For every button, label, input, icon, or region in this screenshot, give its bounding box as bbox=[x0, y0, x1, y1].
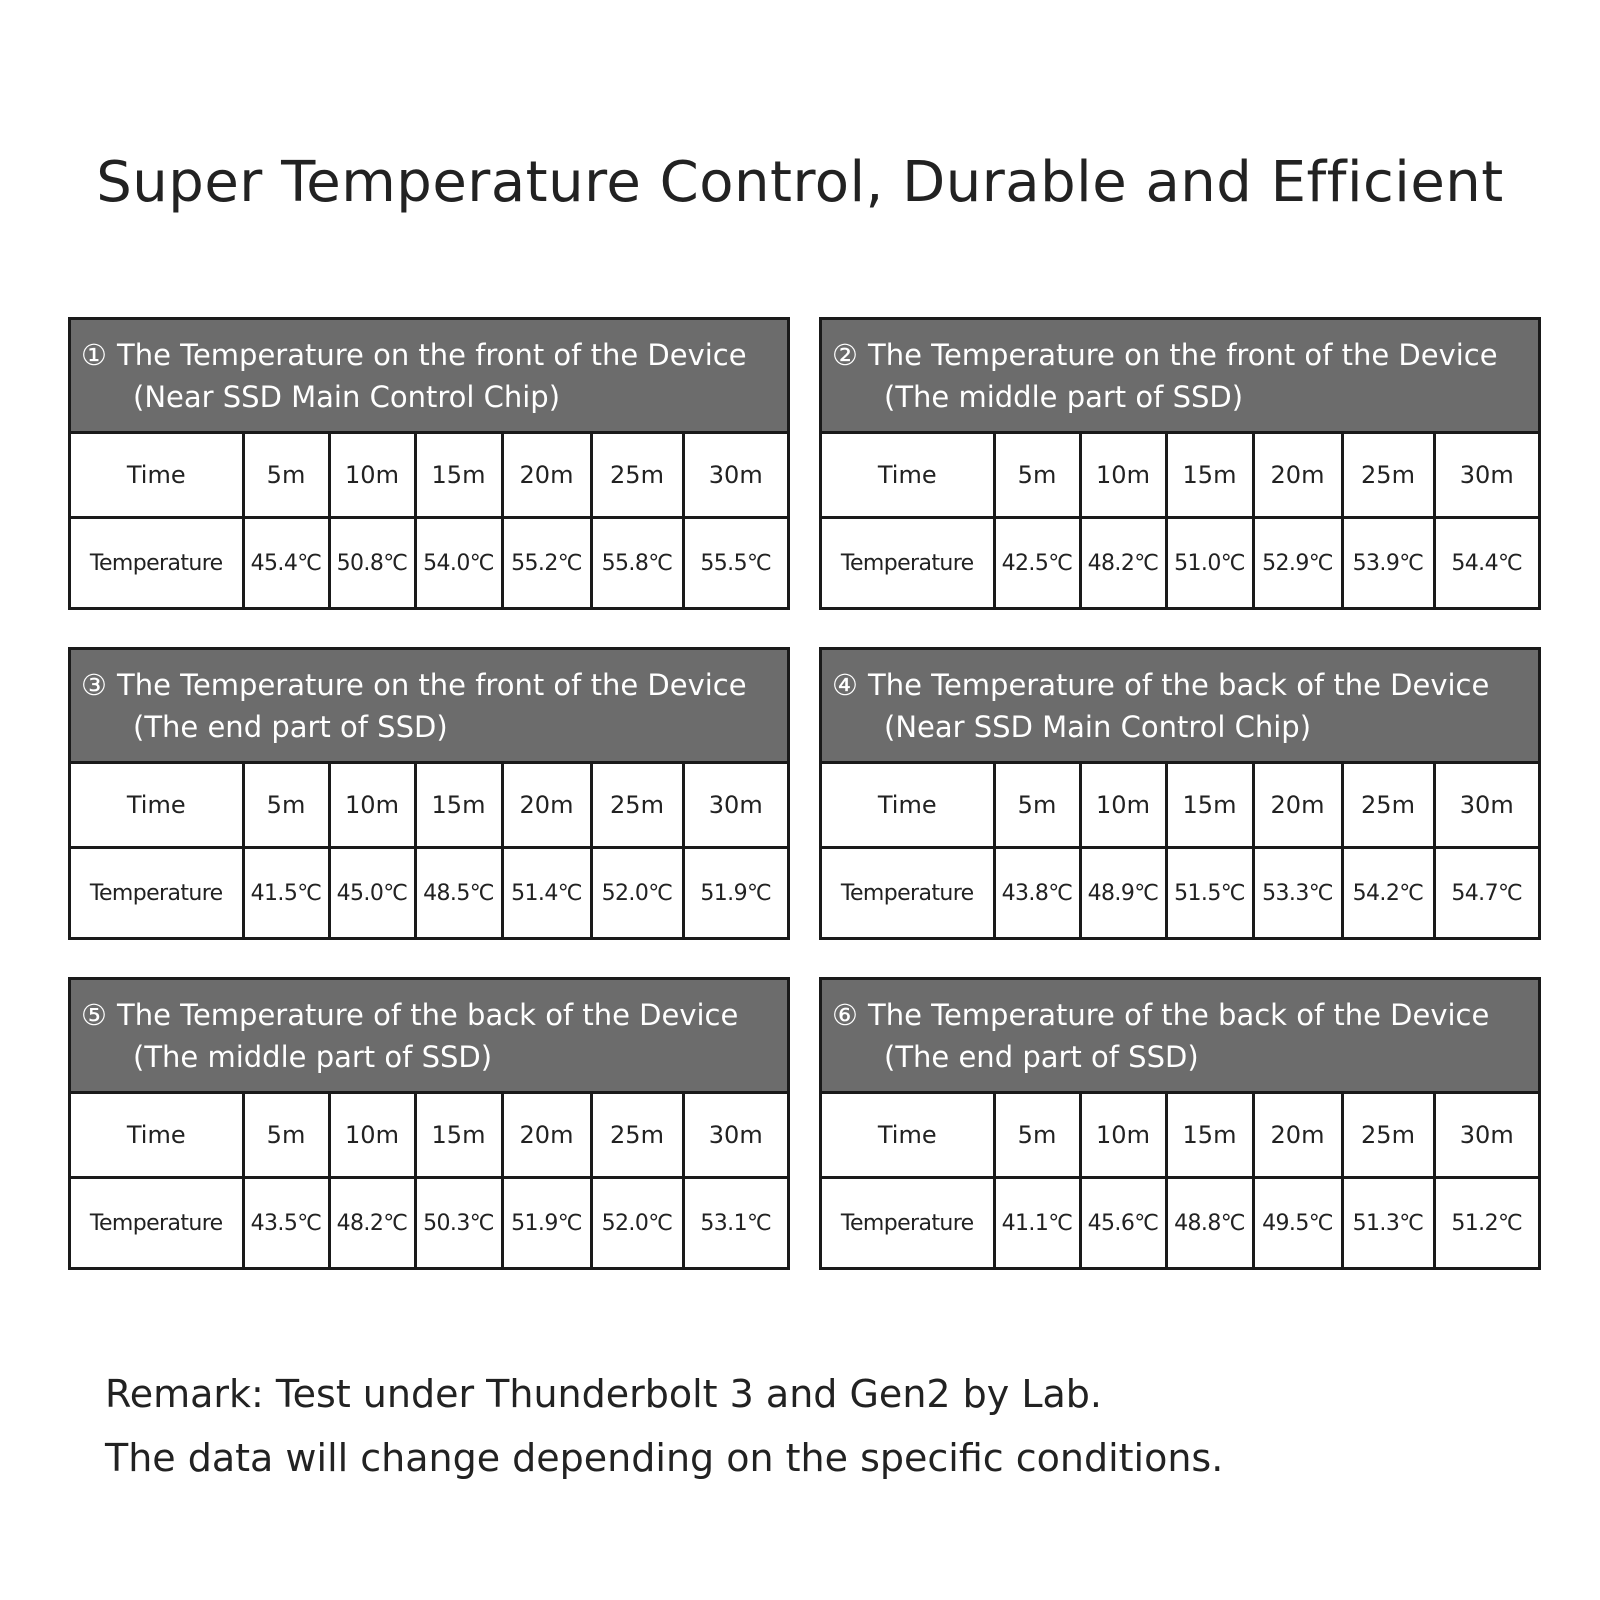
temperature-value-cell: 48.2℃ bbox=[1080, 518, 1166, 608]
time-header-cell: 25m bbox=[1342, 1093, 1434, 1178]
time-header-cell: 15m bbox=[1166, 763, 1253, 848]
panel-subtitle: (The end part of SSD) bbox=[133, 710, 448, 744]
panel-number: ⑥ bbox=[832, 998, 858, 1032]
temperature-row bbox=[71, 848, 787, 938]
temperature-value-cell: 45.0℃ bbox=[329, 848, 415, 938]
time-header-cell: 10m bbox=[329, 1093, 415, 1178]
temperature-label: Temperature bbox=[822, 1178, 994, 1268]
panel-header bbox=[822, 320, 1538, 431]
temperature-value-cell: 51.2℃ bbox=[1434, 1178, 1538, 1268]
temperature-row bbox=[822, 1178, 1538, 1268]
temperature-value-cell: 48.2℃ bbox=[329, 1178, 415, 1268]
temperature-table bbox=[822, 431, 1538, 607]
temperature-value-cell: 50.8℃ bbox=[329, 518, 415, 608]
panel-title: The Temperature of the back of the Device bbox=[117, 998, 739, 1032]
time-row bbox=[71, 763, 787, 848]
time-label: Time bbox=[822, 1093, 994, 1178]
temperature-value-cell: 54.0℃ bbox=[415, 518, 502, 608]
temperature-value-cell: 48.5℃ bbox=[415, 848, 502, 938]
panel-number: ④ bbox=[832, 668, 858, 702]
panel-subtitle: (The end part of SSD) bbox=[884, 1040, 1199, 1074]
temperature-value-cell: 41.5℃ bbox=[243, 848, 329, 938]
time-label: Time bbox=[71, 1093, 243, 1178]
temperature-table bbox=[71, 431, 787, 607]
panel-subtitle: (The middle part of SSD) bbox=[884, 380, 1244, 414]
temperature-value-cell: 55.2℃ bbox=[502, 518, 591, 608]
time-header-cell: 20m bbox=[502, 1093, 591, 1178]
temperature-value-cell: 54.4℃ bbox=[1434, 518, 1538, 608]
time-header-cell: 25m bbox=[591, 1093, 683, 1178]
temperature-value-cell: 51.3℃ bbox=[1342, 1178, 1434, 1268]
temperature-value-cell: 52.9℃ bbox=[1253, 518, 1342, 608]
time-header-cell: 10m bbox=[1080, 1093, 1166, 1178]
temperature-value-cell: 41.1℃ bbox=[994, 1178, 1080, 1268]
time-header-cell: 20m bbox=[502, 763, 591, 848]
time-label: Time bbox=[71, 763, 243, 848]
time-row bbox=[822, 1093, 1538, 1178]
temperature-value-cell: 54.2℃ bbox=[1342, 848, 1434, 938]
time-label: Time bbox=[71, 433, 243, 518]
time-header-cell: 15m bbox=[415, 1093, 502, 1178]
time-header-cell: 10m bbox=[329, 433, 415, 518]
temperature-value-cell: 42.5℃ bbox=[994, 518, 1080, 608]
time-header-cell: 15m bbox=[1166, 1093, 1253, 1178]
time-row bbox=[71, 433, 787, 518]
temperature-panel-5 bbox=[68, 977, 790, 1270]
panel-title: The Temperature on the front of the Device bbox=[868, 338, 1498, 372]
temperature-value-cell: 52.0℃ bbox=[591, 848, 683, 938]
panel-subtitle: (The middle part of SSD) bbox=[133, 1040, 493, 1074]
panel-title: The Temperature of the back of the Device bbox=[868, 668, 1490, 702]
temperature-value-cell: 45.6℃ bbox=[1080, 1178, 1166, 1268]
time-header-cell: 30m bbox=[1434, 763, 1538, 848]
temperature-row bbox=[822, 848, 1538, 938]
panel-number: ③ bbox=[81, 668, 107, 702]
time-header-cell: 20m bbox=[1253, 433, 1342, 518]
time-header-cell: 10m bbox=[1080, 433, 1166, 518]
remark-line-2: The data will change depending on the specific conditions. bbox=[105, 1436, 1224, 1480]
temperature-panel-3 bbox=[68, 647, 790, 940]
time-header-cell: 30m bbox=[1434, 433, 1538, 518]
time-header-cell: 5m bbox=[243, 763, 329, 848]
temperature-value-cell: 53.3℃ bbox=[1253, 848, 1342, 938]
panel-title: The Temperature of the back of the Device bbox=[868, 998, 1490, 1032]
temperature-label: Temperature bbox=[822, 848, 994, 938]
time-header-cell: 15m bbox=[1166, 433, 1253, 518]
temperature-table bbox=[71, 1091, 787, 1267]
temperature-panel-4 bbox=[819, 647, 1541, 940]
panel-header bbox=[822, 650, 1538, 761]
temperature-value-cell: 48.9℃ bbox=[1080, 848, 1166, 938]
temperature-value-cell: 51.9℃ bbox=[502, 1178, 591, 1268]
time-header-cell: 25m bbox=[591, 433, 683, 518]
remark-line-1: Remark: Test under Thunderbolt 3 and Gen2 by Lab. bbox=[105, 1372, 1102, 1416]
temperature-value-cell: 55.5℃ bbox=[683, 518, 787, 608]
time-header-cell: 5m bbox=[994, 1093, 1080, 1178]
temperature-value-cell: 48.8℃ bbox=[1166, 1178, 1253, 1268]
temperature-value-cell: 53.9℃ bbox=[1342, 518, 1434, 608]
time-row bbox=[822, 433, 1538, 518]
temperature-value-cell: 51.4℃ bbox=[502, 848, 591, 938]
panel-number: ① bbox=[81, 338, 107, 372]
time-header-cell: 15m bbox=[415, 433, 502, 518]
time-header-cell: 25m bbox=[591, 763, 683, 848]
panel-number: ⑤ bbox=[81, 998, 107, 1032]
temperature-label: Temperature bbox=[71, 848, 243, 938]
temperature-value-cell: 51.0℃ bbox=[1166, 518, 1253, 608]
time-header-cell: 25m bbox=[1342, 763, 1434, 848]
temperature-row bbox=[822, 518, 1538, 608]
temperature-value-cell: 43.8℃ bbox=[994, 848, 1080, 938]
time-header-cell: 5m bbox=[994, 763, 1080, 848]
time-header-cell: 30m bbox=[683, 763, 787, 848]
panel-header bbox=[71, 650, 787, 761]
temperature-value-cell: 51.5℃ bbox=[1166, 848, 1253, 938]
temperature-panels-grid bbox=[68, 317, 1541, 1270]
temperature-value-cell: 49.5℃ bbox=[1253, 1178, 1342, 1268]
temperature-panel-2 bbox=[819, 317, 1541, 610]
time-label: Time bbox=[822, 433, 994, 518]
temperature-table bbox=[822, 1091, 1538, 1267]
temperature-label: Temperature bbox=[71, 1178, 243, 1268]
temperature-label: Temperature bbox=[822, 518, 994, 608]
panel-title: The Temperature on the front of the Device bbox=[117, 338, 747, 372]
temperature-label: Temperature bbox=[71, 518, 243, 608]
temperature-value-cell: 53.1℃ bbox=[683, 1178, 787, 1268]
time-header-cell: 30m bbox=[683, 1093, 787, 1178]
time-header-cell: 20m bbox=[1253, 763, 1342, 848]
time-header-cell: 20m bbox=[502, 433, 591, 518]
panel-number: ② bbox=[832, 338, 858, 372]
temperature-value-cell: 45.4℃ bbox=[243, 518, 329, 608]
time-header-cell: 30m bbox=[1434, 1093, 1538, 1178]
time-row bbox=[71, 1093, 787, 1178]
temperature-row bbox=[71, 518, 787, 608]
temperature-value-cell: 54.7℃ bbox=[1434, 848, 1538, 938]
temperature-table bbox=[822, 761, 1538, 937]
remarks bbox=[105, 1362, 1223, 1490]
temperature-panel-1 bbox=[68, 317, 790, 610]
time-header-cell: 15m bbox=[415, 763, 502, 848]
time-header-cell: 10m bbox=[1080, 763, 1166, 848]
panel-subtitle: (Near SSD Main Control Chip) bbox=[133, 380, 561, 414]
temperature-value-cell: 43.5℃ bbox=[243, 1178, 329, 1268]
time-label: Time bbox=[822, 763, 994, 848]
time-header-cell: 5m bbox=[243, 1093, 329, 1178]
page-title: Super Temperature Control, Durable and Efficient bbox=[96, 150, 1504, 215]
panel-header bbox=[822, 980, 1538, 1091]
temperature-panel-6 bbox=[819, 977, 1541, 1270]
panel-title: The Temperature on the front of the Device bbox=[117, 668, 747, 702]
time-header-cell: 5m bbox=[994, 433, 1080, 518]
temperature-row bbox=[71, 1178, 787, 1268]
panel-header bbox=[71, 320, 787, 431]
time-header-cell: 5m bbox=[243, 433, 329, 518]
panel-subtitle: (Near SSD Main Control Chip) bbox=[884, 710, 1312, 744]
time-header-cell: 20m bbox=[1253, 1093, 1342, 1178]
temperature-table bbox=[71, 761, 787, 937]
time-header-cell: 25m bbox=[1342, 433, 1434, 518]
time-header-cell: 10m bbox=[329, 763, 415, 848]
temperature-value-cell: 51.9℃ bbox=[683, 848, 787, 938]
temperature-value-cell: 50.3℃ bbox=[415, 1178, 502, 1268]
temperature-value-cell: 55.8℃ bbox=[591, 518, 683, 608]
temperature-value-cell: 52.0℃ bbox=[591, 1178, 683, 1268]
panel-header bbox=[71, 980, 787, 1091]
time-row bbox=[822, 763, 1538, 848]
time-header-cell: 30m bbox=[683, 433, 787, 518]
